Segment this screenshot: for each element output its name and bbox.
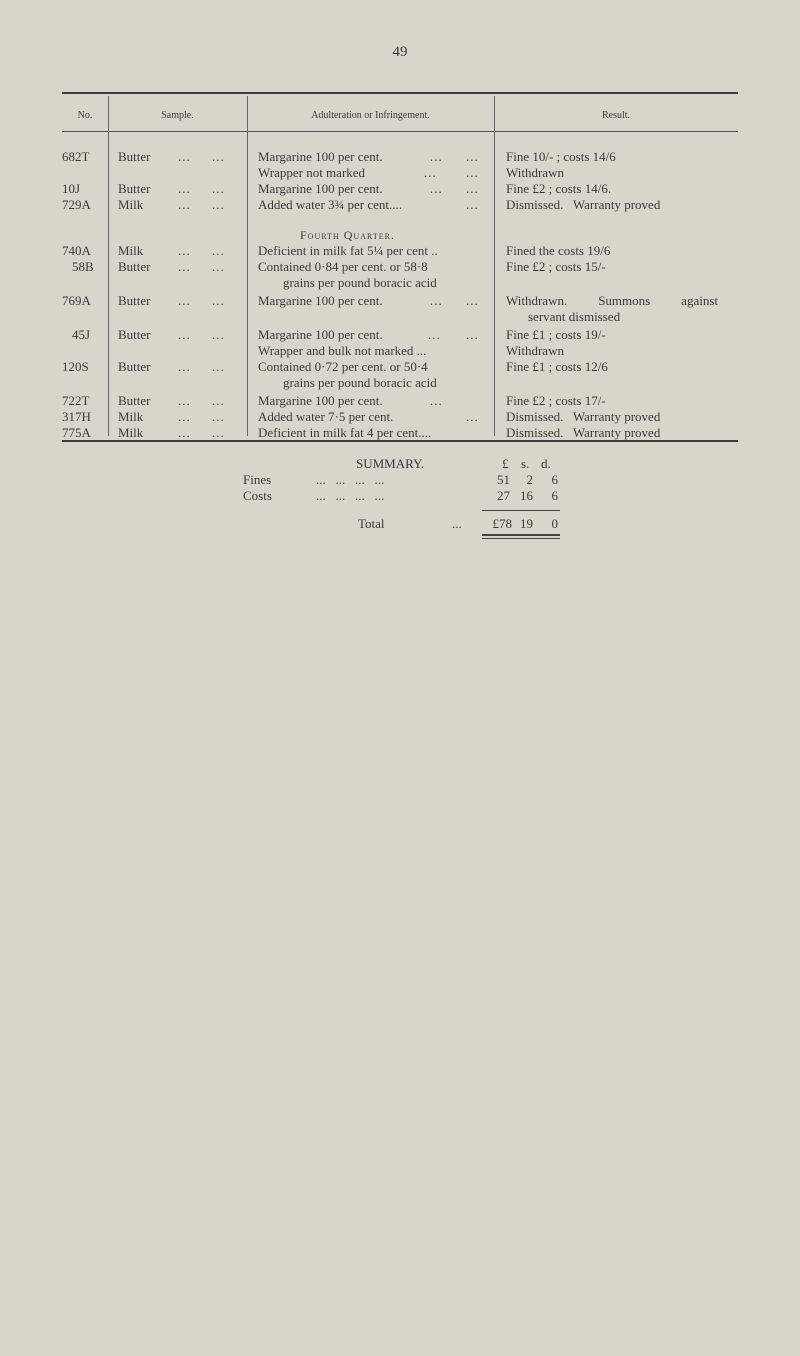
row-leader-dots: ...	[178, 243, 191, 258]
row-leader-dots: ...	[466, 181, 479, 196]
summary-fines-label: Fines	[243, 472, 272, 487]
row-leader-dots: ...	[430, 149, 443, 164]
summary-fines-dots: ... ... ... ...	[316, 472, 385, 487]
row-leader-dots: ...	[428, 327, 441, 342]
row-leader-dots: ...	[430, 181, 443, 196]
header-adulteration: Adulteration or Infringement.	[311, 110, 430, 121]
row-leader-dots: ...	[212, 293, 225, 308]
row-sample: Butter	[118, 181, 151, 196]
row-adulteration: Margarine 100 per cent.	[258, 393, 383, 408]
summary-title: SUMMARY.	[356, 456, 425, 471]
row-leader-dots: ...	[466, 409, 479, 424]
row-result-word: against	[681, 293, 718, 308]
row-adulteration: Deficient in milk fat 5¼ per cent ..	[258, 243, 438, 258]
summary-total-double-rule	[482, 538, 560, 539]
row-no: 10J	[62, 181, 81, 196]
row-leader-dots: ...	[212, 409, 225, 424]
row-adulteration: Margarine 100 per cent.	[258, 149, 383, 164]
section-title: Fourth Quarter.	[300, 228, 395, 242]
row-leader-dots: ...	[212, 425, 225, 440]
row-adulteration-continued: grains per pound boracic acid	[283, 275, 437, 290]
row-sample: Butter	[118, 327, 151, 342]
row-leader-dots: ...	[212, 327, 225, 342]
summary-sum-rule	[482, 510, 560, 511]
row-result: Withdrawn	[506, 343, 564, 358]
row-leader-dots: ...	[212, 393, 225, 408]
summary-col-pence: d.	[541, 456, 551, 471]
row-adulteration: Added water 3¾ per cent....	[258, 197, 403, 212]
row-result-continued: servant dismissed	[528, 309, 621, 324]
header-separator	[62, 131, 738, 132]
row-leader-dots: ...	[466, 327, 479, 342]
summary-fines-pence: 6	[551, 472, 558, 487]
row-result: Fine £2 ; costs 17/-	[506, 393, 606, 408]
row-leader-dots: ...	[212, 243, 225, 258]
row-leader-dots: ...	[212, 359, 225, 374]
row-leader-dots: ...	[212, 149, 225, 164]
row-adulteration: Wrapper and bulk not marked ...	[258, 343, 427, 358]
row-result: Fined the costs 19/6	[506, 243, 611, 258]
row-leader-dots: ...	[178, 259, 191, 274]
row-result: Fine 10/- ; costs 14/6	[506, 149, 616, 164]
summary-total-label: Total	[358, 516, 385, 531]
row-no: 45J	[72, 327, 91, 342]
row-leader-dots: ...	[178, 197, 191, 212]
row-leader-dots: ...	[178, 181, 191, 196]
column-divider	[494, 96, 495, 436]
row-leader-dots: ...	[466, 165, 479, 180]
row-leader-dots: ...	[424, 165, 437, 180]
row-leader-dots: ...	[178, 149, 191, 164]
row-adulteration: Contained 0·72 per cent. or 50·4	[258, 359, 428, 374]
row-adulteration: Wrapper not marked	[258, 165, 366, 180]
row-no: 775A	[62, 425, 91, 440]
row-sample: Butter	[118, 393, 151, 408]
row-result: Withdrawn.	[506, 293, 568, 308]
summary-costs-pence: 6	[551, 488, 558, 503]
column-divider	[108, 96, 109, 436]
row-leader-dots: ...	[212, 181, 225, 196]
header-sample: Sample.	[161, 110, 194, 121]
row-sample: Butter	[118, 359, 151, 374]
row-adulteration: Deficient in milk fat 4 per cent....	[258, 425, 432, 440]
row-result: Dismissed. Warranty proved	[506, 425, 661, 440]
row-result: Fine £2 ; costs 14/6.	[506, 181, 612, 196]
summary-col-pounds: £	[502, 456, 509, 471]
row-sample: Milk	[118, 409, 144, 424]
row-no: 722T	[62, 393, 90, 408]
row-adulteration: Contained 0·84 per cent. or 58·8	[258, 259, 428, 274]
row-leader-dots: ...	[178, 425, 191, 440]
row-adulteration: Margarine 100 per cent.	[258, 327, 383, 342]
summary-total-double-rule	[482, 534, 560, 536]
row-result-justified	[506, 293, 718, 308]
row-sample: Milk	[118, 425, 144, 440]
summary-col-shillings: s.	[521, 456, 530, 471]
row-sample: Milk	[118, 243, 144, 258]
row-adulteration: Margarine 100 per cent.	[258, 293, 383, 308]
row-result: Fine £1 ; costs 19/-	[506, 327, 606, 342]
row-sample: Butter	[118, 149, 151, 164]
row-leader-dots: ...	[212, 259, 225, 274]
row-leader-dots: ...	[178, 293, 191, 308]
page-number: 49	[392, 44, 408, 60]
summary-total-pence: 0	[551, 516, 558, 531]
row-leader-dots: ...	[466, 197, 479, 212]
summary-total-dots: ...	[452, 516, 462, 531]
table-bottom-rule	[62, 440, 738, 442]
row-no: 682T	[62, 149, 90, 164]
row-result: Withdrawn	[506, 165, 564, 180]
row-no: 769A	[62, 293, 91, 308]
summary-fines-pounds: 51	[497, 472, 510, 487]
summary-total-pounds: £78	[492, 516, 512, 531]
row-leader-dots: ...	[466, 293, 479, 308]
row-leader-dots: ...	[178, 359, 191, 374]
row-adulteration: Added water 7·5 per cent.	[258, 409, 394, 424]
row-no: 740A	[62, 243, 91, 258]
row-result-word: Summons	[598, 293, 651, 308]
header-result: Result.	[601, 110, 631, 121]
summary-costs-pounds: 27	[497, 488, 510, 503]
summary-costs-dots: ... ... ... ...	[316, 488, 385, 503]
row-leader-dots: ...	[178, 327, 191, 342]
row-result: Fine £2 ; costs 15/-	[506, 259, 606, 274]
row-no: 729A	[62, 197, 91, 212]
row-leader-dots: ...	[212, 197, 225, 212]
summary-fines-shillings: 2	[526, 472, 533, 487]
row-leader-dots: ...	[178, 409, 191, 424]
row-no: 120S	[62, 359, 89, 374]
column-divider	[247, 96, 248, 436]
header-no: No.	[77, 110, 93, 121]
table-top-rule	[62, 92, 738, 94]
summary-costs-label: Costs	[243, 488, 272, 503]
row-result: Fine £1 ; costs 12/6	[506, 359, 608, 374]
row-sample: Butter	[118, 259, 151, 274]
row-adulteration: Margarine 100 per cent.	[258, 181, 383, 196]
row-no: 58B	[72, 259, 94, 274]
row-leader-dots: ...	[178, 393, 191, 408]
row-result: Dismissed. Warranty proved	[506, 409, 661, 424]
row-leader-dots: ...	[430, 293, 443, 308]
row-no: 317H	[62, 409, 91, 424]
row-leader-dots: ...	[466, 149, 479, 164]
row-sample: Butter	[118, 293, 151, 308]
summary-total-shillings: 19	[520, 516, 533, 531]
row-sample: Milk	[118, 197, 144, 212]
summary-costs-shillings: 16	[520, 488, 533, 503]
row-leader-dots: ...	[430, 393, 443, 408]
row-result: Dismissed. Warranty proved	[506, 197, 661, 212]
row-adulteration-continued: grains per pound boracic acid	[283, 375, 437, 390]
